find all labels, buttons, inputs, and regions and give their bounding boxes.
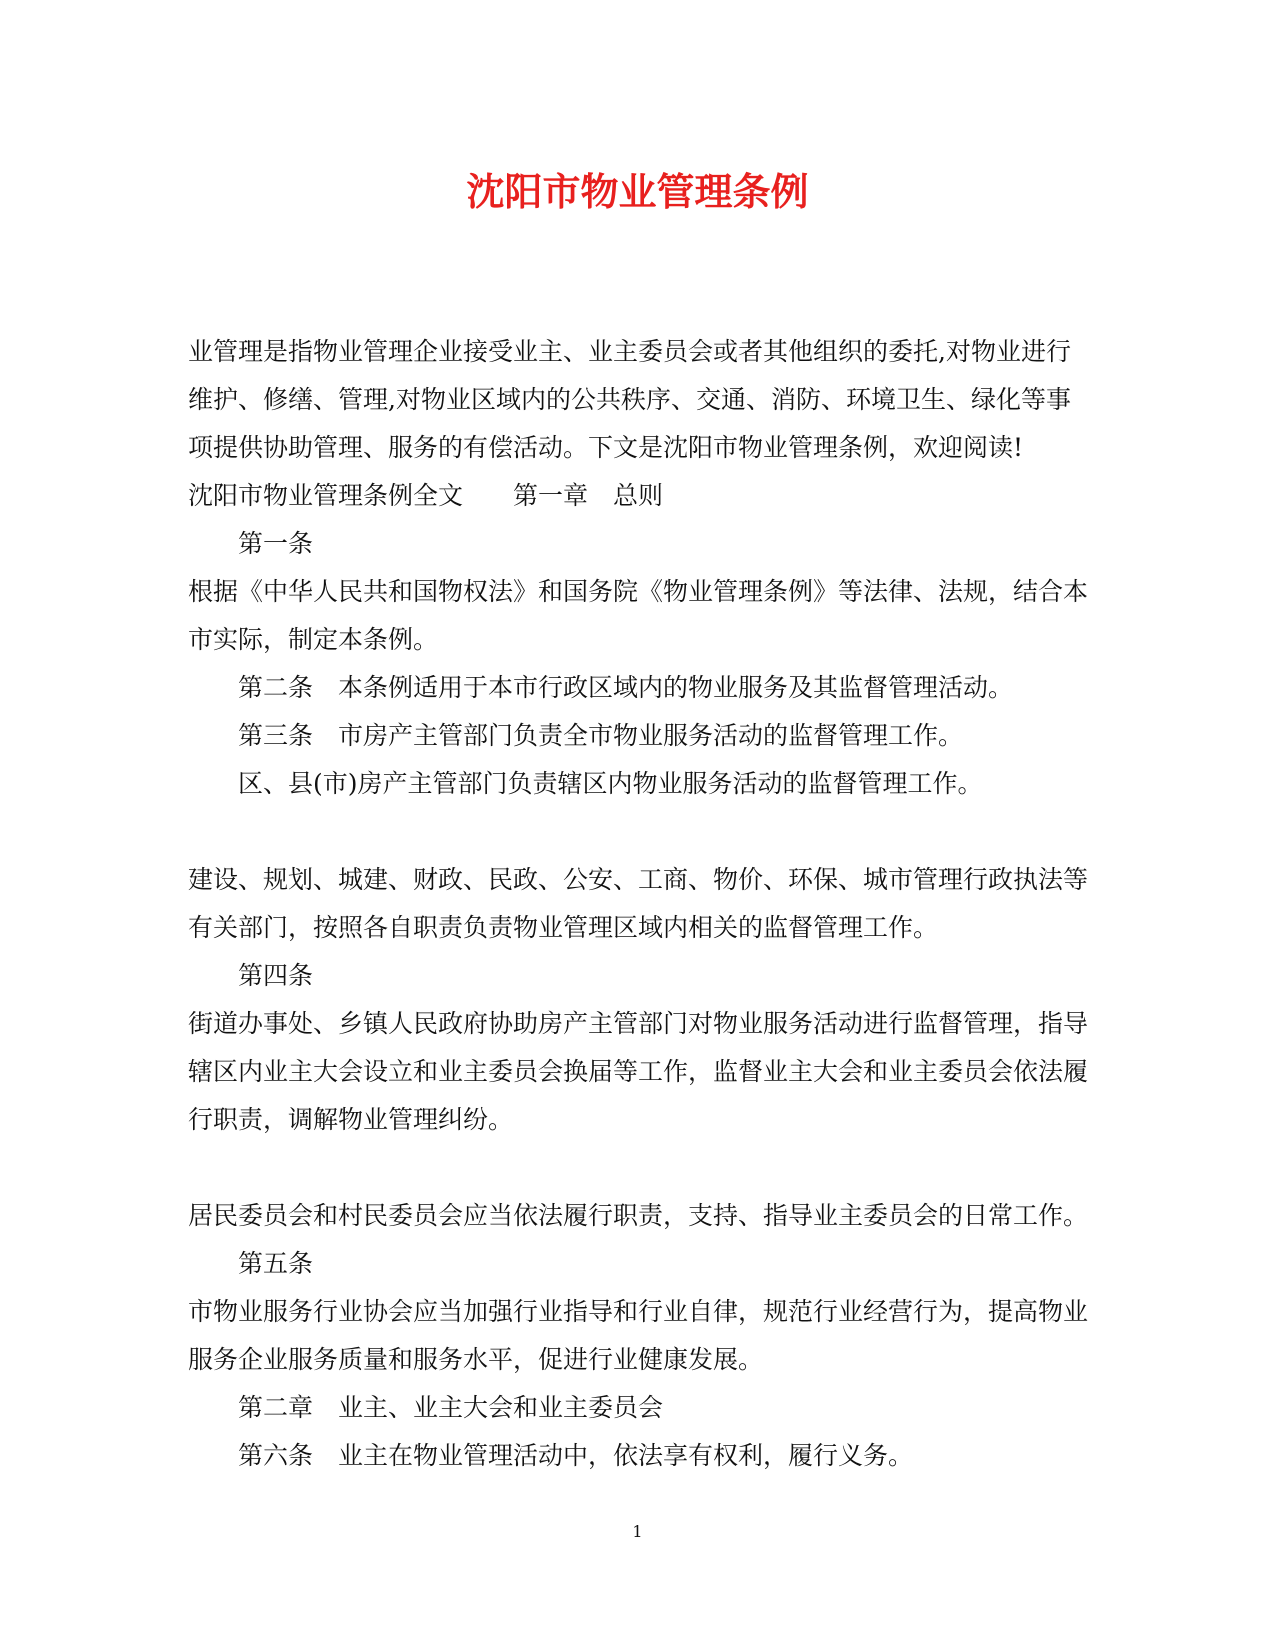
- article-heading: 第五条: [238, 1249, 314, 1278]
- chapter-heading: 沈阳市物业管理条例全文 第一章 总则: [188, 481, 664, 510]
- text-line: 街道办事处、乡镇人民政府协助房产主管部门对物业服务活动进行监督管理，指导: [188, 1009, 1089, 1038]
- text-line: 第六条 业主在物业管理活动中，依法享有权利，履行义务。: [238, 1441, 914, 1470]
- text-line: 辖区内业主大会设立和业主委员会换届等工作，监督业主大会和业主委员会依法履: [188, 1057, 1089, 1086]
- text-line: 居民委员会和村民委员会应当依法履行职责，支持、指导业主委员会的日常工作。: [188, 1201, 1089, 1230]
- text-line: 区、县(市)房产主管部门负责辖区内物业服务活动的监督管理工作。: [238, 769, 983, 798]
- text-line: 业管理是指物业管理企业接受业主、业主委员会或者其他组织的委托,对物业进行: [188, 337, 1071, 366]
- text-line: 项提供协助管理、服务的有偿活动。下文是沈阳市物业管理条例，欢迎阅读!: [188, 433, 1024, 462]
- document-title: 沈阳市物业管理条例: [466, 169, 809, 214]
- text-line: 有关部门，按照各自职责负责物业管理区域内相关的监督管理工作。: [188, 913, 939, 942]
- text-line: 建设、规划、城建、财政、民政、公安、工商、物价、环保、城市管理行政执法等: [188, 865, 1089, 894]
- article-heading: 第四条: [238, 961, 314, 990]
- text-line: 市实际，制定本条例。: [188, 625, 439, 654]
- text-line: 根据《中华人民共和国物权法》和国务院《物业管理条例》等法律、法规，结合本: [188, 577, 1089, 606]
- page-number: 1: [632, 1522, 643, 1541]
- document-body: [188, 328, 1088, 1480]
- article-heading: 第一条: [238, 529, 314, 558]
- text-line: 市物业服务行业协会应当加强行业指导和行业自律，规范行业经营行为，提高物业: [188, 1297, 1089, 1326]
- text-line: 服务企业服务质量和服务水平，促进行业健康发展。: [188, 1345, 764, 1374]
- text-line: 第二条 本条例适用于本市行政区域内的物业服务及其监督管理活动。: [238, 673, 1014, 702]
- blank-line: [188, 808, 1088, 856]
- chapter-heading: 第二章 业主、业主大会和业主委员会: [238, 1393, 664, 1422]
- text-line: 第三条 市房产主管部门负责全市物业服务活动的监督管理工作。: [238, 721, 964, 750]
- text-line: 行职责，调解物业管理纠纷。: [188, 1105, 514, 1134]
- blank-line: [188, 1144, 1088, 1192]
- text-line: 维护、修缮、管理,对物业区域内的公共秩序、交通、消防、环境卫生、绿化等事: [188, 385, 1071, 414]
